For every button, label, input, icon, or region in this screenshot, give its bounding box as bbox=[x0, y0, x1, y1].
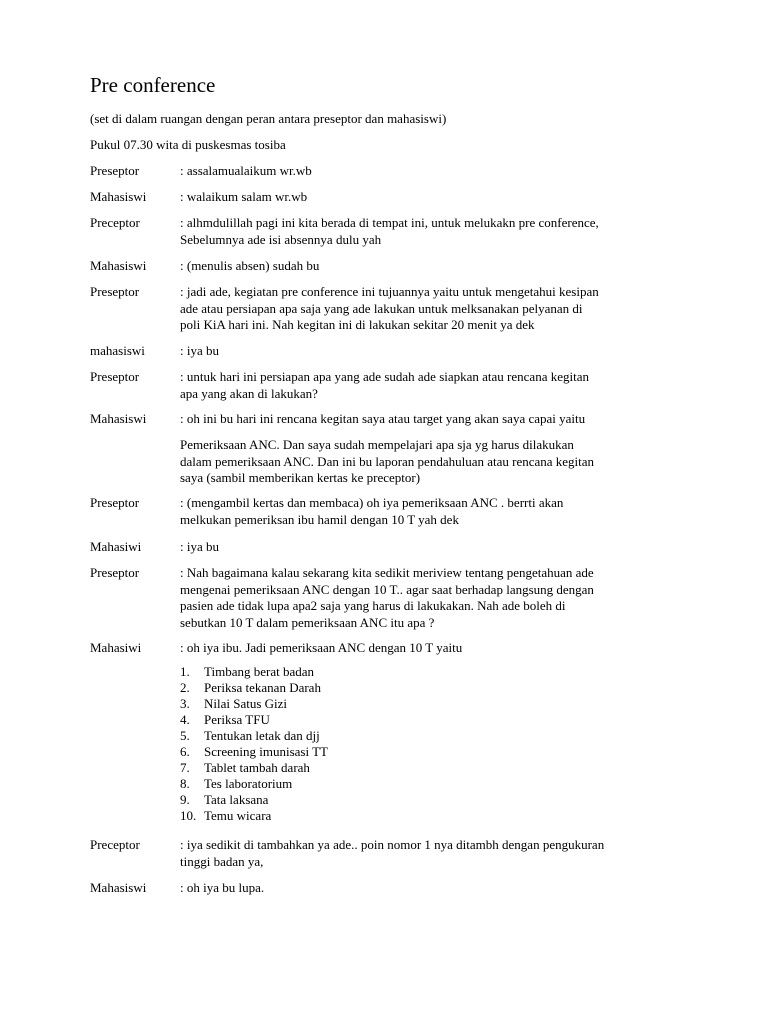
speech-line: poli KiA hari ini. Nah kegitan ini di lakukan sekitar 20 menit ya dek bbox=[180, 317, 535, 332]
speech-line: pasien ade tidak lupa apa2 saja yang harus di lakukakan. Nah ade boleh di bbox=[180, 598, 566, 613]
speech-line: : (menulis absen) sudah bu bbox=[180, 258, 320, 273]
speech-block bbox=[180, 539, 219, 556]
list-item-number: 5. bbox=[180, 728, 190, 743]
speech-block bbox=[180, 880, 264, 897]
speech-line: Pemeriksaan ANC. Dan saya sudah mempelajari apa sja yg harus dilakukan bbox=[180, 437, 574, 452]
speaker-label: Preseptor bbox=[90, 495, 140, 510]
list-item-number: 2. bbox=[180, 680, 190, 695]
list-item-text: Periksa tekanan Darah bbox=[204, 680, 321, 695]
speech-block bbox=[180, 640, 462, 657]
speech-line: melkukan pemeriksan ibu hamil dengan 10 T yah dek bbox=[180, 511, 459, 527]
speech-line: mengenai pemeriksaan ANC dengan 10 T.. agar saat berhadap langsung dengan bbox=[180, 581, 594, 597]
speech-block bbox=[180, 189, 307, 206]
speech-line: apa yang akan di lakukan? bbox=[180, 385, 318, 401]
speech-line: saya (sambil memberikan kertas ke preceptor) bbox=[180, 470, 421, 485]
list-item-number: 7. bbox=[180, 760, 190, 775]
speech-block bbox=[180, 565, 594, 631]
document-title: Pre conference bbox=[90, 73, 216, 97]
speech-line: : jadi ade, kegiatan pre conference ini tujuannya yaitu untuk mengetahui kesipan bbox=[180, 284, 599, 299]
speech-block bbox=[180, 284, 599, 334]
speaker-label: Preseptor bbox=[90, 284, 140, 299]
list-item-number: 8. bbox=[180, 776, 190, 791]
list-item-text: Tentukan letak dan djj bbox=[204, 728, 320, 743]
speech-line: : assalamualaikum wr.wb bbox=[180, 163, 312, 178]
list-item-text: Screening imunisasi TT bbox=[204, 744, 328, 759]
speech-line: : iya sedikit di tambahkan ya ade.. poin nomor 1 nya ditambh dengan pengukuran bbox=[180, 837, 605, 852]
speech-line: : alhmdulillah pagi ini kita berada di tempat ini, untuk melukakn pre conference, bbox=[180, 215, 599, 230]
list-item-text: Temu wicara bbox=[204, 808, 272, 823]
list-item-number: 1. bbox=[180, 664, 190, 679]
speech-line: ade atau persiapan apa saja yang ade lakukan untuk melksanakan pelyanan di bbox=[180, 300, 583, 316]
speech-block bbox=[180, 258, 319, 275]
speech-line: : (mengambil kertas dan membaca) oh iya pemeriksaan ANC . berrti akan bbox=[180, 495, 564, 510]
speech-block bbox=[180, 343, 219, 360]
speech-line: : oh ini bu hari ini rencana kegitan saya atau target yang akan saya capai yaitu bbox=[180, 411, 586, 426]
speech-block bbox=[180, 837, 604, 870]
speech-line: : walaikum salam wr.wb bbox=[180, 189, 308, 204]
speaker-label: Mahasiswi bbox=[90, 411, 147, 426]
speech-line: : untuk hari ini persiapan apa yang ade sudah ade siapkan atau rencana kegitan bbox=[180, 369, 589, 384]
list-item-text: Tata laksana bbox=[204, 792, 269, 807]
speaker-label: Preceptor bbox=[90, 215, 140, 230]
speaker-label: mahasiswi bbox=[90, 343, 145, 358]
speech-block bbox=[180, 437, 594, 487]
speaker-label: Preseptor bbox=[90, 163, 140, 178]
time-location-line: Pukul 07.30 wita di puskesmas tosiba bbox=[90, 137, 286, 152]
speech-line: : iya bu bbox=[180, 343, 219, 358]
speech-block bbox=[180, 369, 589, 402]
list-item-text: Tablet tambah darah bbox=[204, 760, 310, 775]
speech-line: : iya bu bbox=[180, 539, 219, 554]
speech-line: Sebelumnya ade isi absennya dulu yah bbox=[180, 231, 382, 247]
list-item-text: Tes laboratorium bbox=[204, 776, 293, 791]
speaker-label: Preceptor bbox=[90, 837, 140, 852]
speech-line: : Nah bagaimana kalau sekarang kita sedikit meriview tentang pengetahuan ade bbox=[180, 565, 594, 580]
list-item-number: 6. bbox=[180, 744, 190, 759]
list-item-number: 9. bbox=[180, 792, 190, 807]
list-item-text: Nilai Satus Gizi bbox=[204, 696, 288, 711]
speaker-label: Mahasiswi bbox=[90, 258, 147, 273]
setting-note: (set di dalam ruangan dengan peran antara preseptor dan mahasiswi) bbox=[90, 111, 447, 126]
speech-block bbox=[180, 163, 312, 180]
speaker-label: Preseptor bbox=[90, 369, 140, 384]
speaker-label: Mahasiswi bbox=[90, 880, 147, 895]
speech-block bbox=[180, 215, 599, 248]
speech-line: sebutkan 10 T dalam pemeriksaan ANC itu apa ? bbox=[180, 614, 435, 630]
speaker-label: Preseptor bbox=[90, 565, 140, 580]
speaker-label: Mahasiwi bbox=[90, 539, 142, 554]
speech-block bbox=[180, 411, 585, 428]
speech-line: : oh iya ibu. Jadi pemeriksaan ANC dengan 10 T yaitu bbox=[180, 640, 463, 655]
list-item-text: Timbang berat badan bbox=[204, 664, 314, 679]
list-item-number: 10. bbox=[180, 808, 197, 823]
list-item-number: 4. bbox=[180, 712, 190, 727]
list-item-text: Periksa TFU bbox=[204, 712, 270, 727]
speaker-label: Mahasiwi bbox=[90, 640, 142, 655]
list-item-number: 3. bbox=[180, 696, 190, 711]
speaker-label: Mahasiswi bbox=[90, 189, 147, 204]
speech-line: : oh iya bu lupa. bbox=[180, 880, 265, 895]
speech-block bbox=[180, 495, 563, 528]
speech-line: dalam pemeriksaan ANC. Dan ini bu laporan pendahuluan atau rencana kegitan bbox=[180, 453, 595, 469]
speech-line: tinggi badan ya, bbox=[180, 853, 264, 869]
